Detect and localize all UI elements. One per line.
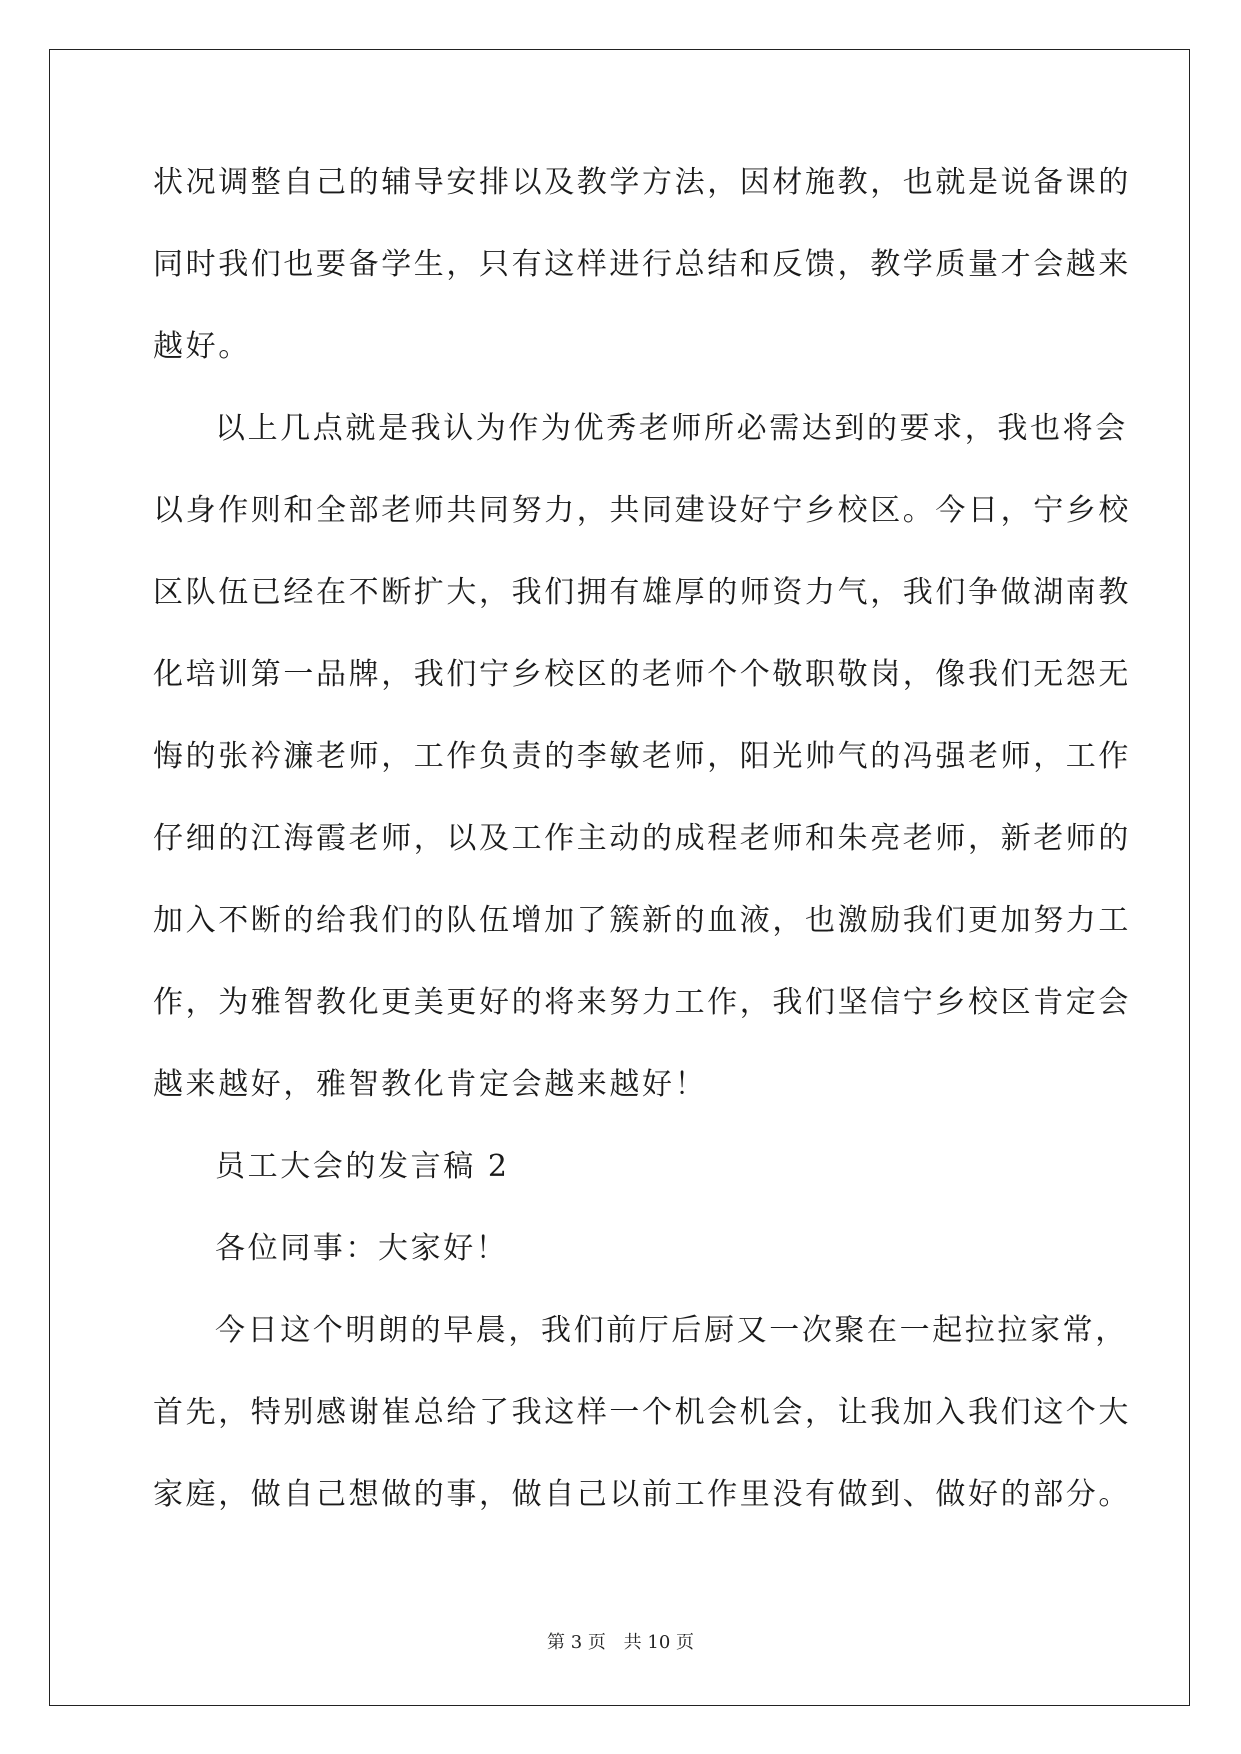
text-line: 越好。 xyxy=(153,329,251,364)
page-total: 共 10 页 xyxy=(623,1632,694,1653)
document-body xyxy=(153,160,1131,1554)
page-number: 第 3 页 xyxy=(547,1632,606,1653)
text-line: 化培训第一品牌，我们宁乡校区的老师个个敬职敬岗，像我们无怨无 xyxy=(153,657,1131,692)
text-line: 以上几点就是我认为作为优秀老师所必需达到的要求，我也将会 xyxy=(215,411,1128,446)
text-line: 悔的张衿濂老师，工作负责的李敏老师，阳光帅气的冯强老师，工作 xyxy=(153,739,1131,774)
text-line: 同时我们也要备学生，只有这样进行总结和反馈，教学质量才会越来 xyxy=(153,247,1131,282)
text-line: 加入不断的给我们的队伍增加了簇新的血液，也激励我们更加努力工 xyxy=(153,903,1131,938)
text-line: 今日这个明朗的早晨，我们前厅后厨又一次聚在一起拉拉家常， xyxy=(215,1313,1128,1348)
page-footer xyxy=(0,1628,1241,1654)
text-line: 作，为雅智教化更美更好的将来努力工作，我们坚信宁乡校区肯定会 xyxy=(153,985,1131,1020)
text-line: 各位同事：大家好！ xyxy=(215,1231,509,1266)
text-line: 状况调整自己的辅导安排以及教学方法，因材施教，也就是说备课的 xyxy=(153,165,1131,200)
text-line: 以身作则和全部老师共同努力，共同建设好宁乡校区。今日，宁乡校 xyxy=(153,493,1131,528)
text-line: 仔细的江海霞老师，以及工作主动的成程老师和朱亮老师，新老师的 xyxy=(153,821,1131,856)
text-line: 员工大会的发言稿 2 xyxy=(215,1149,510,1184)
text-line: 越来越好，雅智教化肯定会越来越好！ xyxy=(153,1067,708,1102)
text-line: 家庭，做自己想做的事，做自己以前工作里没有做到、做好的部分。 xyxy=(153,1477,1131,1512)
text-line: 首先，特别感谢崔总给了我这样一个机会机会，让我加入我们这个大 xyxy=(153,1395,1131,1430)
text-line: 区队伍已经在不断扩大，我们拥有雄厚的师资力气，我们争做湖南教 xyxy=(153,575,1131,610)
